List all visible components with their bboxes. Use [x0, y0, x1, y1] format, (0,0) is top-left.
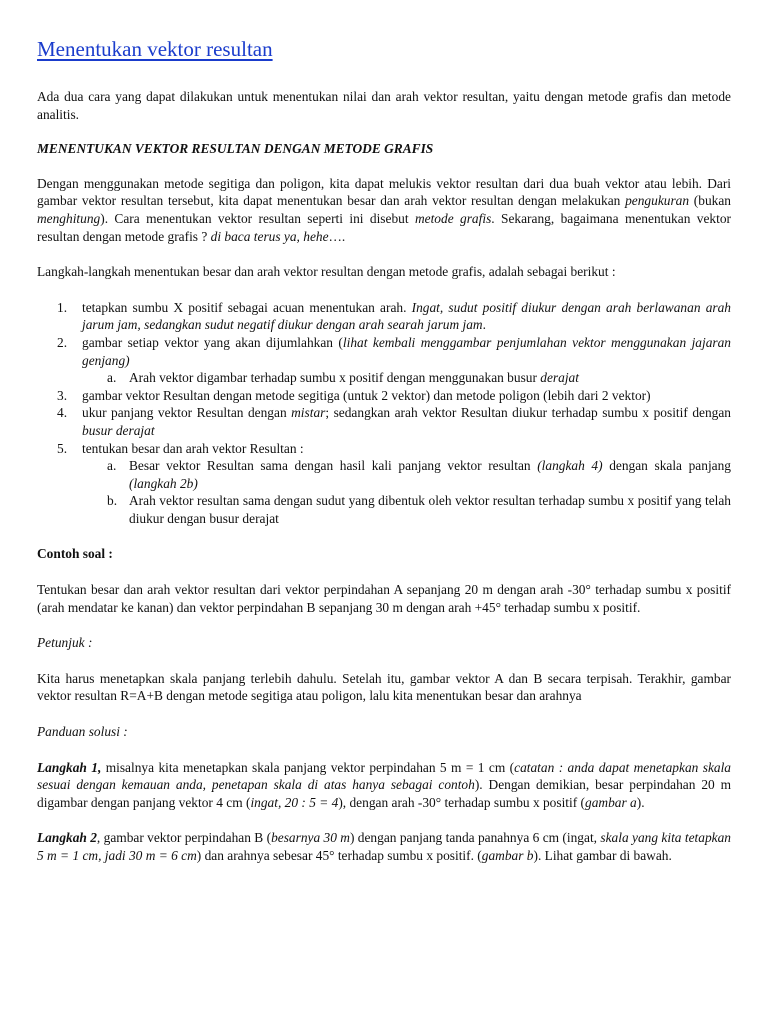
- italic-run: menghitung: [37, 210, 101, 226]
- text-run: . Sekarang, bagaimana menentukan vektor resultan dengan metode grafis ?: [37, 210, 731, 244]
- page-title[interactable]: Menentukan vektor resultan: [37, 37, 273, 61]
- hint-label: Petunjuk :: [37, 635, 93, 651]
- italic-run: metode grafis: [414, 210, 492, 226]
- text-run: tetapkan sumbu X positif sebagai acuan menentukan arah.: [82, 299, 412, 315]
- graphic-method-paragraph: [37, 175, 731, 245]
- text-run: ….: [328, 228, 346, 244]
- italic-run: pengukuran: [625, 193, 690, 209]
- list-number: 5.: [57, 440, 68, 456]
- sub-list-item: [82, 369, 731, 387]
- italic-run: busur derajat: [82, 422, 155, 438]
- text-run: ). Dengan demikian, besar perpindahan 20 m digambar dengan panjang vektor 4 cm (: [37, 777, 732, 810]
- text-run: ) dengan panjang tanda panahnya 6 cm (ingat,: [349, 830, 601, 846]
- text-run: ; sedangkan arah vektor Resultan diukur terhadap sumbu x positif dengan: [325, 405, 731, 421]
- italic-run: lihat kembali menggambar penjumlahan vektor menggunakan jajaran genjang): [82, 334, 732, 368]
- intro-paragraph: Ada dua cara yang dapat dilakukan untuk menentukan nilai dan arah vektor resultan, yaitu dengan metode grafis dan metode analitis.: [37, 89, 731, 122]
- text-run: ). Lihat gambar di bawah.: [533, 848, 672, 863]
- list-item: [37, 299, 731, 334]
- list-letter: a.: [107, 370, 117, 386]
- text-run: Arah vektor resultan sama dengan sudut yang dibentuk oleh vektor resultan terhadap sumbu x positif yang telah diukur dengan busur derajat: [129, 493, 731, 526]
- italic-run: besarnya 30 m: [271, 830, 350, 846]
- solution-guide-label: Panduan solusi :: [37, 724, 128, 740]
- steps-list: [37, 299, 731, 528]
- hint-paragraph: Kita harus menetapkan skala panjang terlebih dahulu. Setelah itu, gambar vektor A dan B secara terpisah. Terakhir, gambar vektor resultan R=A+B dengan metode segitiga atau poligon, lalu kita menentukan besar dan arahnya: [37, 670, 731, 704]
- list-letter: a.: [107, 458, 117, 474]
- text-run: dengan skala panjang: [602, 458, 731, 474]
- section-heading: MENENTUKAN VEKTOR RESULTAN DENGAN METODE GRAFIS: [37, 141, 434, 157]
- italic-run: gambar b: [481, 848, 534, 863]
- sub-list: [82, 369, 731, 387]
- list-number: 1.: [57, 299, 68, 315]
- step-2-paragraph: [37, 829, 731, 864]
- example-label: Contoh soal :: [37, 546, 113, 562]
- text-run: , gambar vektor perpindahan B (: [96, 830, 272, 846]
- italic-run: catatan : anda dapat menetapkan skala sesuai dengan kemauan anda, penetapan skala di atas hanya sebagai contoh: [37, 759, 732, 793]
- text-run: ), dengan arah -30° terhadap sumbu x positif (: [338, 794, 586, 810]
- text-run: ) dan arahnya sebesar 45° terhadap sumbu x positif. (: [196, 848, 482, 863]
- italic-run: mistar: [291, 405, 326, 421]
- italic-run: skala yang kita tetapkan 5 m = 1 cm, jadi 30 m = 6 cm: [37, 830, 731, 863]
- sub-list-item: [82, 492, 731, 527]
- text-run: misalnya kita menetapkan skala panjang vektor perpindahan 5 m = 1 cm (: [101, 759, 515, 775]
- text-run: ).: [636, 794, 645, 810]
- list-number: 4.: [57, 405, 68, 421]
- step-1-label: Langkah 1,: [37, 759, 102, 775]
- text-run: ukur panjang vektor Resultan dengan: [82, 405, 292, 421]
- text-run: .: [482, 317, 486, 333]
- italic-run: ingat, 20 : 5 = 4: [250, 794, 339, 810]
- text-run: gambar vektor Resultan dengan metode segitiga (untuk 2 vektor) dan metode poligon (lebih dari 2 vektor): [82, 387, 651, 403]
- list-number: 2.: [57, 334, 68, 350]
- steps-intro: Langkah-langkah menentukan besar dan arah vektor resultan dengan metode grafis, adalah sebagai berikut :: [37, 264, 616, 280]
- step-2-label: Langkah 2: [37, 830, 97, 846]
- text-run: ). Cara menentukan vektor resultan seperti ini disebut: [100, 210, 415, 226]
- sub-list: [82, 457, 731, 527]
- text-run: gambar setiap vektor yang akan dijumlahkan (: [82, 334, 343, 350]
- text-run: Dengan menggunakan metode segitiga dan poligon, kita dapat melukis vektor resultan dari dua buah vektor atau lebih. Dari gambar vektor resultan tersebut, kita dapat menentukan besar dan arah vektor resultan dengan melakukan: [37, 175, 731, 209]
- italic-run: (langkah 4): [537, 458, 603, 474]
- list-item: [37, 404, 731, 439]
- list-number: 3.: [57, 387, 68, 403]
- list-letter: b.: [107, 493, 118, 509]
- text-run: Arah vektor digambar terhadap sumbu x positif dengan menggunakan busur: [129, 370, 541, 386]
- example-question: Tentukan besar dan arah vektor resultan dari vektor perpindahan A sepanjang 20 m dengan arah -30° terhadap sumbu x positif (arah mendatar ke kanan) dan vektor perpindahan B sepanjang 30 m dengan arah +45° terhadap sumbu x positif.: [37, 582, 731, 615]
- italic-run: (langkah 2b): [129, 475, 198, 491]
- text-run: Besar vektor Resultan sama dengan hasil kali panjang vektor resultan: [129, 458, 538, 474]
- italic-run: Ingat, sudut positif diukur dengan arah berlawanan arah jarum jam, sedangkan sudut negatif diukur dengan arah searah jarum jam: [82, 299, 731, 333]
- list-item: [37, 440, 731, 528]
- italic-run: gambar a: [585, 794, 637, 810]
- list-item: [37, 387, 731, 405]
- list-item: [37, 334, 731, 387]
- sub-list-item: [82, 457, 731, 492]
- italic-run: di baca terus ya, hehe: [210, 228, 329, 244]
- text-run: tentukan besar dan arah vektor Resultan :: [82, 440, 304, 456]
- text-run: (bukan: [689, 193, 731, 209]
- step-1-paragraph: [37, 759, 731, 812]
- italic-run: derajat: [540, 370, 579, 386]
